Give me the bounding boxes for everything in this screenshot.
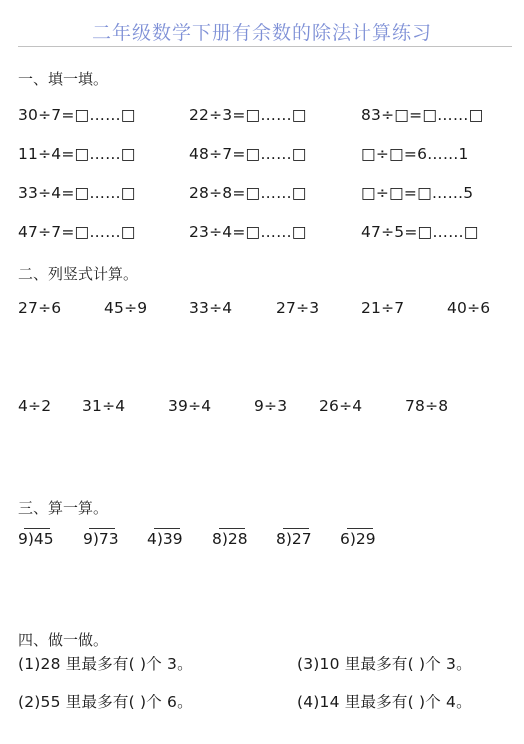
long-division-item: 8)28 bbox=[212, 530, 248, 548]
vertical-calc-item: 33÷4 bbox=[189, 299, 233, 317]
vertical-calc-item: 21÷7 bbox=[361, 299, 405, 317]
division-bar bbox=[24, 528, 50, 529]
vertical-calc-row-2 bbox=[0, 397, 524, 419]
division-bar bbox=[283, 528, 309, 529]
word-problem-item: (3)10 里最多有( )个 3。 bbox=[297, 655, 472, 673]
long-division-item: 9)45 bbox=[18, 530, 54, 548]
fill-item: 47÷7=□……□ bbox=[18, 223, 136, 241]
division-bar bbox=[219, 528, 245, 529]
fill-item: □÷□=6……1 bbox=[361, 145, 469, 163]
long-division-row bbox=[0, 530, 524, 552]
vertical-calc-item: 4÷2 bbox=[18, 397, 52, 415]
fill-row-4 bbox=[0, 223, 524, 245]
section-2-heading: 二、列竖式计算。 bbox=[18, 265, 139, 283]
fill-item: 28÷8=□……□ bbox=[189, 184, 307, 202]
vertical-calc-item: 26÷4 bbox=[319, 397, 363, 415]
vertical-calc-item: 78÷8 bbox=[405, 397, 449, 415]
fill-item: 48÷7=□……□ bbox=[189, 145, 307, 163]
word-problem-item: (4)14 里最多有( )个 4。 bbox=[297, 693, 472, 711]
section-4-heading: 四、做一做。 bbox=[18, 631, 109, 649]
fill-item: 23÷4=□……□ bbox=[189, 223, 307, 241]
word-problem-row-2 bbox=[0, 690, 524, 712]
long-division-item: 6)29 bbox=[340, 530, 376, 548]
vertical-calc-item: 31÷4 bbox=[82, 397, 126, 415]
fill-row-2 bbox=[0, 145, 524, 167]
vertical-calc-item: 45÷9 bbox=[104, 299, 148, 317]
fill-item: □÷□=□……5 bbox=[361, 184, 474, 202]
division-bar bbox=[154, 528, 180, 529]
fill-item: 22÷3=□……□ bbox=[189, 106, 307, 124]
section-1-heading: 一、填一填。 bbox=[18, 70, 109, 88]
division-bar bbox=[347, 528, 373, 529]
word-problem-row-1 bbox=[0, 652, 524, 674]
title-divider bbox=[18, 46, 512, 47]
vertical-calc-row-1 bbox=[0, 299, 524, 321]
fill-item: 11÷4=□……□ bbox=[18, 145, 136, 163]
fill-item: 33÷4=□……□ bbox=[18, 184, 136, 202]
fill-item: 83÷□=□……□ bbox=[361, 106, 484, 124]
vertical-calc-item: 27÷6 bbox=[18, 299, 62, 317]
worksheet-title: 二年级数学下册有余数的除法计算练习 bbox=[91, 22, 432, 44]
vertical-calc-item: 9÷3 bbox=[254, 397, 288, 415]
section-3-heading: 三、算一算。 bbox=[18, 499, 109, 517]
long-division-item: 4)39 bbox=[147, 530, 183, 548]
vertical-calc-item: 39÷4 bbox=[168, 397, 212, 415]
word-problem-item: (1)28 里最多有( )个 3。 bbox=[18, 655, 193, 673]
word-problem-item: (2)55 里最多有( )个 6。 bbox=[18, 693, 193, 711]
vertical-calc-item: 40÷6 bbox=[447, 299, 491, 317]
division-bar bbox=[89, 528, 115, 529]
fill-row-1 bbox=[0, 106, 524, 128]
fill-item: 47÷5=□……□ bbox=[361, 223, 479, 241]
long-division-item: 8)27 bbox=[276, 530, 312, 548]
long-division-item: 9)73 bbox=[83, 530, 119, 548]
vertical-calc-item: 27÷3 bbox=[276, 299, 320, 317]
fill-item: 30÷7=□……□ bbox=[18, 106, 136, 124]
fill-row-3 bbox=[0, 184, 524, 206]
